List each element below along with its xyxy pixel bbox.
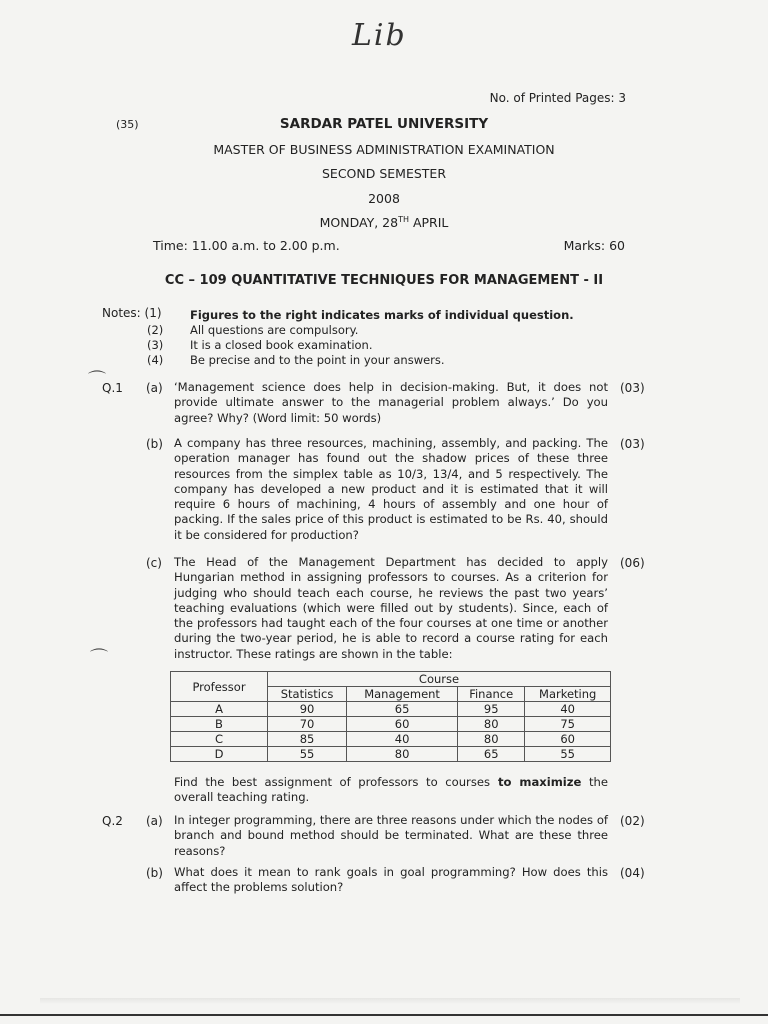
table-cell: 75 bbox=[525, 717, 611, 732]
table-row bbox=[171, 702, 611, 717]
q1c-text: The Head of the Management Department has decided to apply Hungarian method in assigning professors to courses. As a criterion for judging who should teach each course, he reviews the past two years’ teaching evaluations (which were filled out by students). Since, each of the professors had taught each of the four courses at one time or another during the two-year period, he is able to record a course rating for each instructor. These ratings are shown in the table: bbox=[174, 555, 608, 661]
table-cell: 60 bbox=[347, 717, 458, 732]
printed-pages: No. of Printed Pages: 3 bbox=[489, 91, 626, 105]
note-4 bbox=[147, 353, 567, 367]
table-cell: 65 bbox=[347, 702, 458, 717]
note-2-num: (2) bbox=[147, 323, 164, 337]
q1b-label: (b) bbox=[146, 437, 163, 451]
q1a-marks: (03) bbox=[620, 381, 645, 395]
date-suffix: APRIL bbox=[408, 215, 449, 231]
q1c-footer-pre: Find the best assignment of professors to courses bbox=[174, 775, 491, 789]
table-group-header: Course bbox=[268, 672, 611, 687]
column-header: Finance bbox=[458, 687, 525, 702]
note-3-num: (3) bbox=[147, 338, 164, 352]
table-cell: 95 bbox=[458, 702, 525, 717]
q2b-label: (b) bbox=[146, 866, 163, 880]
table-cell: 40 bbox=[525, 702, 611, 717]
total-marks: Marks: 60 bbox=[563, 238, 625, 253]
table-cell: 40 bbox=[347, 732, 458, 747]
scan-edge-shadow bbox=[40, 998, 740, 1004]
table-cell: 60 bbox=[525, 732, 611, 747]
margin-hook-mark: ⌒ bbox=[88, 370, 106, 391]
q1c-footer bbox=[174, 775, 608, 806]
q1a-text: ‘Management science does help in decision-making. But, it does not provide ultimate answer to the managerial problem always.’ Do you agree? Why? (Word limit: 50 words) bbox=[174, 380, 608, 425]
table-cell: 70 bbox=[268, 717, 347, 732]
scan-edge-line bbox=[0, 1014, 768, 1016]
table-cell: 80 bbox=[458, 732, 525, 747]
table-cell: 85 bbox=[268, 732, 347, 747]
note-4-num: (4) bbox=[147, 353, 164, 367]
table-cell: 80 bbox=[347, 747, 458, 762]
q1-label: Q.1 bbox=[102, 381, 123, 395]
column-header: Marketing bbox=[525, 687, 611, 702]
column-header: Management bbox=[347, 687, 458, 702]
q2-label: Q.2 bbox=[102, 814, 123, 828]
q2b-marks: (04) bbox=[620, 866, 645, 880]
q2a-text: In integer programming, there are three reasons under which the nodes of branch and bound method should be terminated. What are these three reasons? bbox=[174, 813, 608, 858]
column-header: Statistics bbox=[268, 687, 347, 702]
table-cell: 80 bbox=[458, 717, 525, 732]
q2a-label: (a) bbox=[146, 814, 163, 828]
table-cell: 65 bbox=[458, 747, 525, 762]
q2b-text: What does it mean to rank goals in goal programming? How does this affect the problems solution? bbox=[174, 865, 608, 895]
university-title: SARDAR PATEL UNIVERSITY bbox=[279, 116, 489, 132]
q2a-marks: (02) bbox=[620, 814, 645, 828]
date-sup: TH bbox=[398, 215, 409, 224]
table-row bbox=[171, 732, 611, 747]
q1c-footer-bold: to maximize bbox=[490, 775, 582, 789]
margin-curve-mark: ⌒ bbox=[90, 648, 108, 669]
examination-title: MASTER OF BUSINESS ADMINISTRATION EXAMINATION bbox=[213, 142, 555, 157]
date-prefix: MONDAY, 28 bbox=[319, 215, 399, 231]
q1b-text: A company has three resources, machining, assembly, and packing. The operation manager has found out the shadow prices of these three resources from the simplex table as 10/3, 13/4, and 5 respectively. The company has developed a new product and it is estimated that it will require 6 hours of machining, 4 hours of assembly and one hour of packing. If the sales price of this product is estimated to be Rs. 40, should it be considered for production? bbox=[174, 436, 608, 542]
row-label: C bbox=[171, 732, 268, 747]
course-title: CC – 109 QUANTITATIVE TECHNIQUES FOR MANAGEMENT - II bbox=[164, 273, 604, 288]
paper-code: (35) bbox=[116, 118, 139, 131]
exam-date bbox=[0, 215, 768, 230]
table-cell: 55 bbox=[268, 747, 347, 762]
notes-label: Notes: (1) bbox=[102, 306, 162, 320]
semester: SECOND SEMESTER bbox=[321, 166, 447, 181]
q1b-marks: (03) bbox=[620, 437, 645, 451]
q1c-footer-post: the overall teaching rating. bbox=[174, 775, 608, 805]
q1c-marks: (06) bbox=[620, 556, 645, 570]
table-row bbox=[171, 717, 611, 732]
note-3 bbox=[147, 338, 567, 352]
row-label: A bbox=[171, 702, 268, 717]
note-3-text: It is a closed book examination. bbox=[190, 338, 373, 352]
exam-year: 2008 bbox=[368, 191, 400, 206]
ratings-table bbox=[170, 671, 611, 762]
exam-time: Time: 11.00 a.m. to 2.00 p.m. bbox=[153, 238, 340, 253]
note-4-text: Be precise and to the point in your answers. bbox=[190, 353, 445, 367]
row-label: B bbox=[171, 717, 268, 732]
q1a-label: (a) bbox=[146, 381, 163, 395]
row-label: D bbox=[171, 747, 268, 762]
table-row bbox=[171, 747, 611, 762]
table-cell: 55 bbox=[525, 747, 611, 762]
note-2 bbox=[147, 323, 567, 337]
table-corner-header: Professor bbox=[171, 672, 268, 702]
table-cell: 90 bbox=[268, 702, 347, 717]
q1c-label: (c) bbox=[146, 556, 162, 570]
note-1: Figures to the right indicates marks of individual question. bbox=[190, 308, 574, 322]
note-2-text: All questions are compulsory. bbox=[190, 323, 359, 337]
handwritten-note: Lib bbox=[352, 18, 407, 53]
